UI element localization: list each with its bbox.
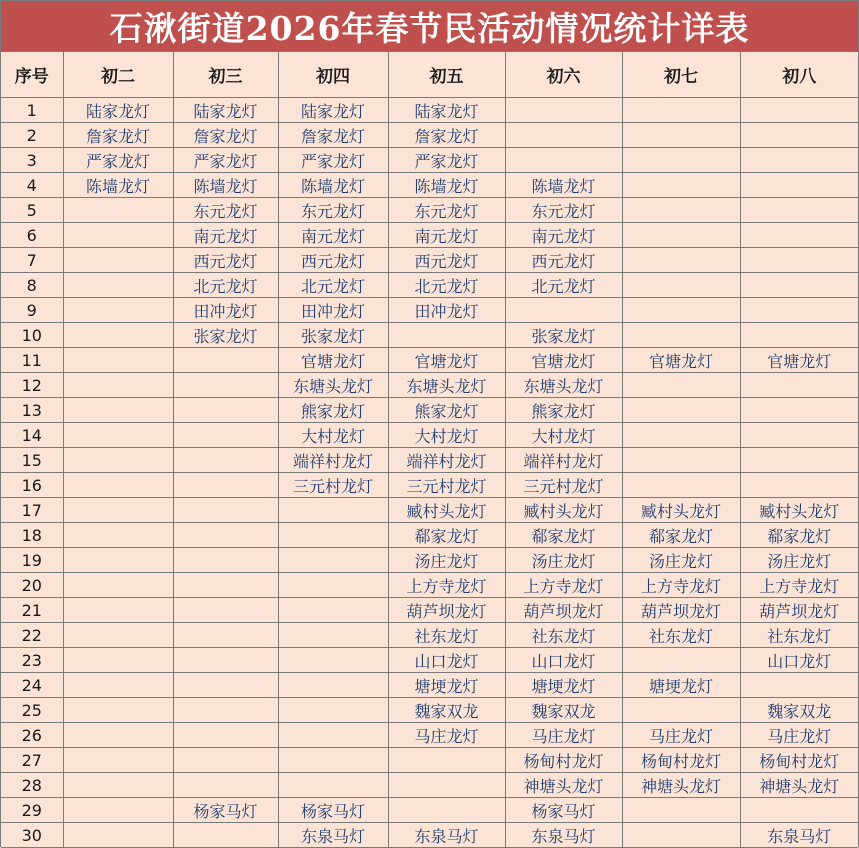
row-index-cell: 13 <box>1 398 63 423</box>
row-index-cell: 27 <box>1 748 63 773</box>
activity-cell: 南元龙灯 <box>505 223 622 248</box>
activity-cell: 熊家龙灯 <box>388 398 505 423</box>
activity-cell <box>173 523 278 548</box>
row-index-cell: 15 <box>1 448 63 473</box>
activity-cell: 郗家龙灯 <box>740 523 858 548</box>
activity-cell: 杨家马灯 <box>173 798 278 823</box>
row-index-cell: 21 <box>1 598 63 623</box>
row-index-cell: 3 <box>1 148 63 173</box>
activity-cell <box>63 398 173 423</box>
activity-cell <box>622 473 740 498</box>
activity-cell <box>63 498 173 523</box>
activity-cell: 严家龙灯 <box>173 148 278 173</box>
activity-cell: 西元龙灯 <box>173 248 278 273</box>
activity-cell: 上方寺龙灯 <box>622 573 740 598</box>
activity-cell <box>740 473 858 498</box>
activity-cell <box>740 798 858 823</box>
table-row <box>1 498 858 523</box>
table-row <box>1 398 858 423</box>
activity-cell <box>740 398 858 423</box>
activity-cell <box>278 498 388 523</box>
activity-cell: 杨甸村龙灯 <box>622 748 740 773</box>
activity-cell: 詹家龙灯 <box>278 123 388 148</box>
activity-cell <box>63 798 173 823</box>
activity-cell: 南元龙灯 <box>173 223 278 248</box>
activity-cell: 陈墙龙灯 <box>278 173 388 198</box>
activity-cell: 詹家龙灯 <box>63 123 173 148</box>
activity-cell: 东塘头龙灯 <box>278 373 388 398</box>
table-row <box>1 123 858 148</box>
activity-cell <box>505 98 622 123</box>
activity-cell <box>740 173 858 198</box>
activity-cell <box>63 298 173 323</box>
row-index-cell: 4 <box>1 173 63 198</box>
activity-cell <box>622 123 740 148</box>
activity-cell <box>740 198 858 223</box>
activity-cell <box>740 323 858 348</box>
header-index: 序号 <box>1 52 63 98</box>
activity-cell <box>173 823 278 848</box>
activity-cell: 社东龙灯 <box>505 623 622 648</box>
activity-cell <box>278 648 388 673</box>
activity-cell: 东泉马灯 <box>278 823 388 848</box>
row-index-cell: 6 <box>1 223 63 248</box>
table-row <box>1 273 858 298</box>
activity-cell <box>173 648 278 673</box>
table-row <box>1 148 858 173</box>
activity-cell: 张家龙灯 <box>173 323 278 348</box>
activity-cell <box>278 748 388 773</box>
activity-cell: 上方寺龙灯 <box>505 573 622 598</box>
activity-cell <box>173 423 278 448</box>
activity-cell: 熊家龙灯 <box>505 398 622 423</box>
activity-cell <box>173 773 278 798</box>
activity-cell <box>63 198 173 223</box>
header-day-7: 初七 <box>622 52 740 98</box>
activity-cell: 陆家龙灯 <box>173 98 278 123</box>
row-index-cell: 24 <box>1 673 63 698</box>
activity-cell: 田冲龙灯 <box>388 298 505 323</box>
activity-cell <box>622 173 740 198</box>
row-index-cell: 19 <box>1 548 63 573</box>
activity-cell: 端祥村龙灯 <box>388 448 505 473</box>
activity-cell: 山口龙灯 <box>388 648 505 673</box>
activity-cell <box>173 723 278 748</box>
activity-cell: 陆家龙灯 <box>388 98 505 123</box>
activity-cell: 西元龙灯 <box>388 248 505 273</box>
row-index-cell: 29 <box>1 798 63 823</box>
activity-cell <box>388 773 505 798</box>
activity-cell <box>622 373 740 398</box>
activity-cell <box>63 573 173 598</box>
row-index-cell: 12 <box>1 373 63 398</box>
activity-cell <box>173 373 278 398</box>
activity-cell: 马庄龙灯 <box>622 723 740 748</box>
activity-cell: 陈墙龙灯 <box>388 173 505 198</box>
activity-cell <box>622 248 740 273</box>
activity-cell <box>505 123 622 148</box>
activity-cell: 东泉马灯 <box>740 823 858 848</box>
activity-cell <box>63 523 173 548</box>
activity-cell: 葫芦坝龙灯 <box>622 598 740 623</box>
activity-cell: 郗家龙灯 <box>388 523 505 548</box>
activity-cell: 魏家双龙 <box>505 698 622 723</box>
table-row <box>1 673 858 698</box>
activity-cell <box>63 273 173 298</box>
activity-cell <box>173 548 278 573</box>
header-day-4: 初四 <box>278 52 388 98</box>
activity-cell <box>622 223 740 248</box>
activity-cell: 马庄龙灯 <box>740 723 858 748</box>
activity-cell: 西元龙灯 <box>278 248 388 273</box>
activity-cell: 上方寺龙灯 <box>388 573 505 598</box>
row-index-cell: 30 <box>1 823 63 848</box>
activity-cell <box>173 348 278 373</box>
activity-cell <box>388 798 505 823</box>
activity-cell: 张家龙灯 <box>278 323 388 348</box>
activity-cell <box>622 198 740 223</box>
activity-cell: 魏家双龙 <box>740 698 858 723</box>
activity-cell <box>622 273 740 298</box>
activity-cell: 詹家龙灯 <box>388 123 505 148</box>
table-row <box>1 573 858 598</box>
table-row <box>1 598 858 623</box>
table-row <box>1 173 858 198</box>
activity-cell <box>740 373 858 398</box>
activity-cell <box>173 748 278 773</box>
table-row <box>1 623 858 648</box>
activity-cell <box>622 698 740 723</box>
activity-cell: 东塘头龙灯 <box>388 373 505 398</box>
table-row <box>1 448 858 473</box>
activity-cell <box>505 148 622 173</box>
header-day-3: 初三 <box>173 52 278 98</box>
activity-cell <box>63 223 173 248</box>
row-index-cell: 11 <box>1 348 63 373</box>
activity-cell: 端祥村龙灯 <box>278 448 388 473</box>
activity-cell: 陈墙龙灯 <box>63 173 173 198</box>
activity-cell <box>173 598 278 623</box>
table-row <box>1 198 858 223</box>
table-row <box>1 423 858 448</box>
activity-cell <box>63 623 173 648</box>
activity-cell <box>63 423 173 448</box>
activity-cell: 上方寺龙灯 <box>740 573 858 598</box>
activity-cell: 山口龙灯 <box>505 648 622 673</box>
activity-cell <box>740 423 858 448</box>
activity-cell: 端祥村龙灯 <box>505 448 622 473</box>
header-day-6: 初六 <box>505 52 622 98</box>
activity-cell <box>388 323 505 348</box>
table-row <box>1 698 858 723</box>
activity-cell: 汤庄龙灯 <box>622 548 740 573</box>
activity-cell: 东塘头龙灯 <box>505 373 622 398</box>
activity-cell <box>740 248 858 273</box>
table-row <box>1 248 858 273</box>
activity-cell <box>622 298 740 323</box>
activity-cell: 汤庄龙灯 <box>388 548 505 573</box>
row-index-cell: 18 <box>1 523 63 548</box>
activity-cell: 塘埂龙灯 <box>388 673 505 698</box>
activity-cell: 严家龙灯 <box>278 148 388 173</box>
activity-cell: 南元龙灯 <box>388 223 505 248</box>
row-index-cell: 1 <box>1 98 63 123</box>
table-row <box>1 98 858 123</box>
activity-cell <box>740 98 858 123</box>
table-row <box>1 373 858 398</box>
activity-cell <box>622 798 740 823</box>
activity-cell: 三元村龙灯 <box>505 473 622 498</box>
activity-cell: 汤庄龙灯 <box>505 548 622 573</box>
activity-cell: 田冲龙灯 <box>173 298 278 323</box>
row-index-cell: 17 <box>1 498 63 523</box>
activity-cell: 马庄龙灯 <box>388 723 505 748</box>
activity-cell: 葫芦坝龙灯 <box>740 598 858 623</box>
header-day-5: 初五 <box>388 52 505 98</box>
activity-cell: 社东龙灯 <box>388 623 505 648</box>
row-index-cell: 23 <box>1 648 63 673</box>
activity-cell: 社东龙灯 <box>622 623 740 648</box>
row-index-cell: 7 <box>1 248 63 273</box>
activity-cell: 官塘龙灯 <box>388 348 505 373</box>
activity-cell: 魏家双龙 <box>388 698 505 723</box>
table-row <box>1 473 858 498</box>
activity-cell: 熊家龙灯 <box>278 398 388 423</box>
table-row <box>1 823 858 848</box>
activity-cell: 官塘龙灯 <box>278 348 388 373</box>
activity-cell: 东泉马灯 <box>505 823 622 848</box>
activity-cell <box>173 473 278 498</box>
row-index-cell: 10 <box>1 323 63 348</box>
row-index-cell: 22 <box>1 623 63 648</box>
activity-cell <box>278 723 388 748</box>
activity-cell: 南元龙灯 <box>278 223 388 248</box>
header-day-8: 初八 <box>740 52 858 98</box>
activity-cell <box>63 723 173 748</box>
activity-cell <box>740 273 858 298</box>
activity-cell: 葫芦坝龙灯 <box>388 598 505 623</box>
row-index-cell: 14 <box>1 423 63 448</box>
activity-cell: 官塘龙灯 <box>505 348 622 373</box>
table-row <box>1 748 858 773</box>
row-index-cell: 25 <box>1 698 63 723</box>
activity-cell: 严家龙灯 <box>388 148 505 173</box>
activity-cell: 田冲龙灯 <box>278 298 388 323</box>
table-row <box>1 348 858 373</box>
activity-cell <box>63 598 173 623</box>
activity-cell: 马庄龙灯 <box>505 723 622 748</box>
activity-cell <box>505 298 622 323</box>
table-body <box>1 98 858 848</box>
activity-cell: 西元龙灯 <box>505 248 622 273</box>
activity-cell <box>278 773 388 798</box>
activity-cell <box>740 448 858 473</box>
row-index-cell: 2 <box>1 123 63 148</box>
activity-cell: 臧村头龙灯 <box>388 498 505 523</box>
activity-cell <box>622 323 740 348</box>
activity-cell: 臧村头龙灯 <box>622 498 740 523</box>
activity-cell <box>740 673 858 698</box>
activity-cell <box>388 748 505 773</box>
activity-cell <box>63 698 173 723</box>
table-row <box>1 523 858 548</box>
activity-table <box>1 52 858 848</box>
activity-cell: 詹家龙灯 <box>173 123 278 148</box>
activity-cell: 杨家马灯 <box>505 798 622 823</box>
activity-cell: 三元村龙灯 <box>388 473 505 498</box>
activity-cell <box>63 248 173 273</box>
activity-cell: 大村龙灯 <box>388 423 505 448</box>
activity-cell <box>622 398 740 423</box>
activity-cell <box>63 748 173 773</box>
table-row <box>1 548 858 573</box>
activity-cell: 汤庄龙灯 <box>740 548 858 573</box>
activity-cell: 大村龙灯 <box>505 423 622 448</box>
activity-cell <box>622 823 740 848</box>
activity-cell: 臧村头龙灯 <box>505 498 622 523</box>
activity-cell: 臧村头龙灯 <box>740 498 858 523</box>
activity-cell <box>278 523 388 548</box>
activity-cell: 官塘龙灯 <box>740 348 858 373</box>
table-row <box>1 298 858 323</box>
header-day-2: 初二 <box>63 52 173 98</box>
activity-cell <box>63 673 173 698</box>
table-header <box>1 52 858 98</box>
activity-cell: 杨家马灯 <box>278 798 388 823</box>
table-row <box>1 798 858 823</box>
table-row <box>1 723 858 748</box>
activity-cell <box>278 623 388 648</box>
table-row <box>1 773 858 798</box>
activity-cell <box>63 448 173 473</box>
activity-cell <box>173 398 278 423</box>
activity-cell: 山口龙灯 <box>740 648 858 673</box>
activity-cell <box>63 548 173 573</box>
activity-cell: 北元龙灯 <box>278 273 388 298</box>
activity-cell: 东元龙灯 <box>173 198 278 223</box>
activity-cell: 神塘头龙灯 <box>740 773 858 798</box>
activity-cell: 三元村龙灯 <box>278 473 388 498</box>
activity-cell <box>622 423 740 448</box>
activity-cell: 杨甸村龙灯 <box>505 748 622 773</box>
row-index-cell: 8 <box>1 273 63 298</box>
activity-cell: 塘埂龙灯 <box>622 673 740 698</box>
row-index-cell: 28 <box>1 773 63 798</box>
activity-cell <box>622 98 740 123</box>
activity-cell: 官塘龙灯 <box>622 348 740 373</box>
activity-cell <box>63 473 173 498</box>
activity-cell <box>173 498 278 523</box>
activity-cell: 东泉马灯 <box>388 823 505 848</box>
activity-cell <box>278 573 388 598</box>
activity-cell: 大村龙灯 <box>278 423 388 448</box>
activity-cell <box>740 223 858 248</box>
activity-cell: 社东龙灯 <box>740 623 858 648</box>
activity-cell <box>173 698 278 723</box>
row-index-cell: 16 <box>1 473 63 498</box>
row-index-cell: 5 <box>1 198 63 223</box>
activity-cell <box>63 823 173 848</box>
activity-cell: 陈墙龙灯 <box>505 173 622 198</box>
activity-cell <box>278 673 388 698</box>
activity-cell: 东元龙灯 <box>505 198 622 223</box>
row-index-cell: 20 <box>1 573 63 598</box>
activity-cell: 陆家龙灯 <box>278 98 388 123</box>
activity-cell <box>63 773 173 798</box>
activity-cell <box>173 673 278 698</box>
activity-cell: 陆家龙灯 <box>63 98 173 123</box>
activity-cell: 北元龙灯 <box>388 273 505 298</box>
row-index-cell: 9 <box>1 298 63 323</box>
activity-cell <box>63 373 173 398</box>
activity-cell <box>63 323 173 348</box>
header-row <box>1 52 858 98</box>
table-row <box>1 223 858 248</box>
activity-cell: 北元龙灯 <box>505 273 622 298</box>
activity-cell <box>622 448 740 473</box>
activity-cell <box>740 123 858 148</box>
table-row <box>1 323 858 348</box>
activity-cell: 北元龙灯 <box>173 273 278 298</box>
activity-cell <box>740 148 858 173</box>
activity-cell <box>173 573 278 598</box>
activity-cell: 郗家龙灯 <box>505 523 622 548</box>
activity-cell: 陈墙龙灯 <box>173 173 278 198</box>
activity-cell <box>63 348 173 373</box>
activity-cell: 东元龙灯 <box>388 198 505 223</box>
activity-cell: 杨甸村龙灯 <box>740 748 858 773</box>
activity-cell: 葫芦坝龙灯 <box>505 598 622 623</box>
activity-cell: 严家龙灯 <box>63 148 173 173</box>
activity-cell <box>173 623 278 648</box>
row-index-cell: 26 <box>1 723 63 748</box>
activity-cell: 塘埂龙灯 <box>505 673 622 698</box>
activity-cell: 神塘头龙灯 <box>505 773 622 798</box>
activity-cell: 张家龙灯 <box>505 323 622 348</box>
table-row <box>1 648 858 673</box>
table-title: 石湫街道2026年春节民活动情况统计详表 <box>1 1 858 52</box>
activity-cell <box>63 648 173 673</box>
activity-cell: 东元龙灯 <box>278 198 388 223</box>
activity-cell <box>622 148 740 173</box>
activity-cell <box>278 598 388 623</box>
activity-cell: 神塘头龙灯 <box>622 773 740 798</box>
activity-cell: 郗家龙灯 <box>622 523 740 548</box>
activity-cell <box>278 698 388 723</box>
activity-cell <box>740 298 858 323</box>
activity-cell <box>173 448 278 473</box>
activity-cell <box>278 548 388 573</box>
activity-cell <box>622 648 740 673</box>
